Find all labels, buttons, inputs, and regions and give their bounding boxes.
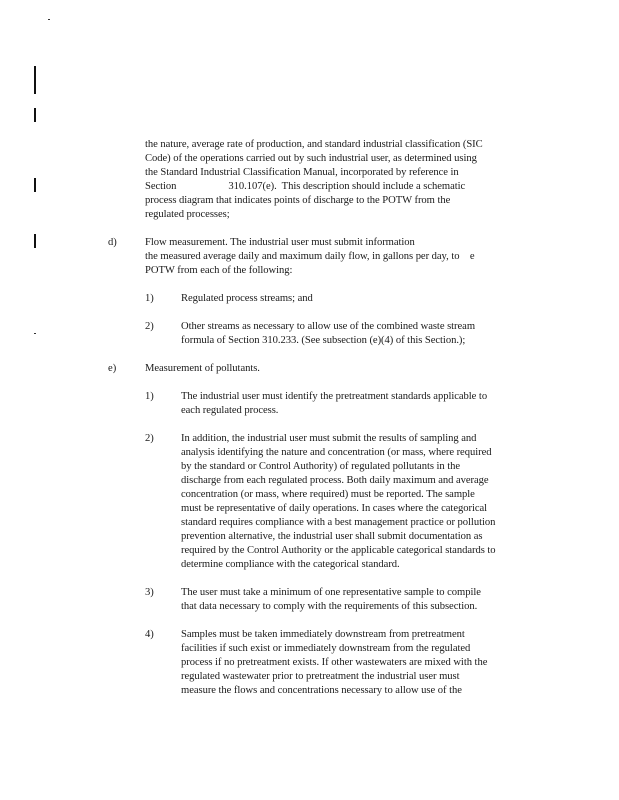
item-line: standard requires compliance with a best management practice or pollution	[181, 517, 496, 528]
item-line: The industrial user must identify the pretreatment standards applicable to	[181, 391, 488, 402]
item-line: required by the Control Authority or the applicable categorical standards to	[181, 545, 496, 556]
item-line: each regulated process.	[181, 405, 279, 416]
item-line: by the standard or Control Authority) of regulated pollutants in the	[181, 461, 461, 472]
item-number: 1)	[145, 293, 154, 304]
intro-line: Code) of the operations carried out by such industrial user, as determined using	[145, 153, 477, 164]
section-d-line: Flow measurement. The industrial user must submit information	[145, 237, 415, 248]
item-number: 3)	[145, 587, 154, 598]
intro-line: process diagram that indicates points of discharge to the POTW from the	[145, 195, 451, 206]
item-line: that data necessary to comply with the requirements of this subsection.	[181, 601, 478, 612]
item-line: Other streams as necessary to allow use of the combined waste stream	[181, 321, 476, 332]
section-label-d: d)	[108, 237, 117, 248]
item-line: discharge from each regulated process. Both daily maximum and average	[181, 475, 489, 486]
change-bar	[34, 66, 36, 94]
item-line: facilities if such exist or immediately downstream from the regulated	[181, 643, 471, 654]
section-d-line: POTW from each of the following:	[145, 265, 293, 276]
item-line: formula of Section 310.233. (See subsection (e)(4) of this Section.);	[181, 335, 466, 346]
item-line: regulated wastewater prior to pretreatment the industrial user must	[181, 671, 460, 682]
intro-line: regulated processes;	[145, 209, 230, 220]
intro-line: the Standard Industrial Classification Manual, incorporated by reference in	[145, 167, 459, 178]
scan-speck	[34, 333, 36, 334]
item-number: 2)	[145, 321, 154, 332]
item-number: 2)	[145, 433, 154, 444]
item-line: Regulated process streams; and	[181, 293, 313, 304]
intro-line: the nature, average rate of production, and standard industrial classification (SIC	[145, 139, 483, 150]
intro-line: Section 310.107(e). This description should include a schematic	[145, 181, 466, 192]
item-line: process if no pretreatment exists. If other wastewaters are mixed with the	[181, 657, 488, 668]
item-line: The user must take a minimum of one representative sample to compile	[181, 587, 481, 598]
item-line: measure the flows and concentrations necessary to allow use of the	[181, 685, 462, 696]
item-line: prevention alternative, the industrial user shall submit documentation as	[181, 531, 483, 542]
item-line: Samples must be taken immediately downstream from pretreatment	[181, 629, 465, 640]
change-bar	[34, 178, 36, 192]
item-line: In addition, the industrial user must submit the results of sampling and	[181, 433, 477, 444]
section-d-line: the measured average daily and maximum daily flow, in gallons per day, to e	[145, 251, 475, 262]
item-number: 1)	[145, 391, 154, 402]
item-line: concentration (or mass, where required) must be reported. The sample	[181, 489, 475, 500]
item-line: determine compliance with the categorical standard.	[181, 559, 400, 570]
change-bar	[34, 108, 36, 122]
item-line: must be representative of daily operations. In cases where the categorical	[181, 503, 488, 514]
section-e-line: Measurement of pollutants.	[145, 363, 260, 374]
section-label-e: e)	[108, 363, 117, 374]
item-line: analysis identifying the nature and concentration (or mass, where required	[181, 447, 492, 458]
scan-speck	[48, 19, 50, 20]
change-bar	[34, 234, 36, 248]
item-number: 4)	[145, 629, 154, 640]
